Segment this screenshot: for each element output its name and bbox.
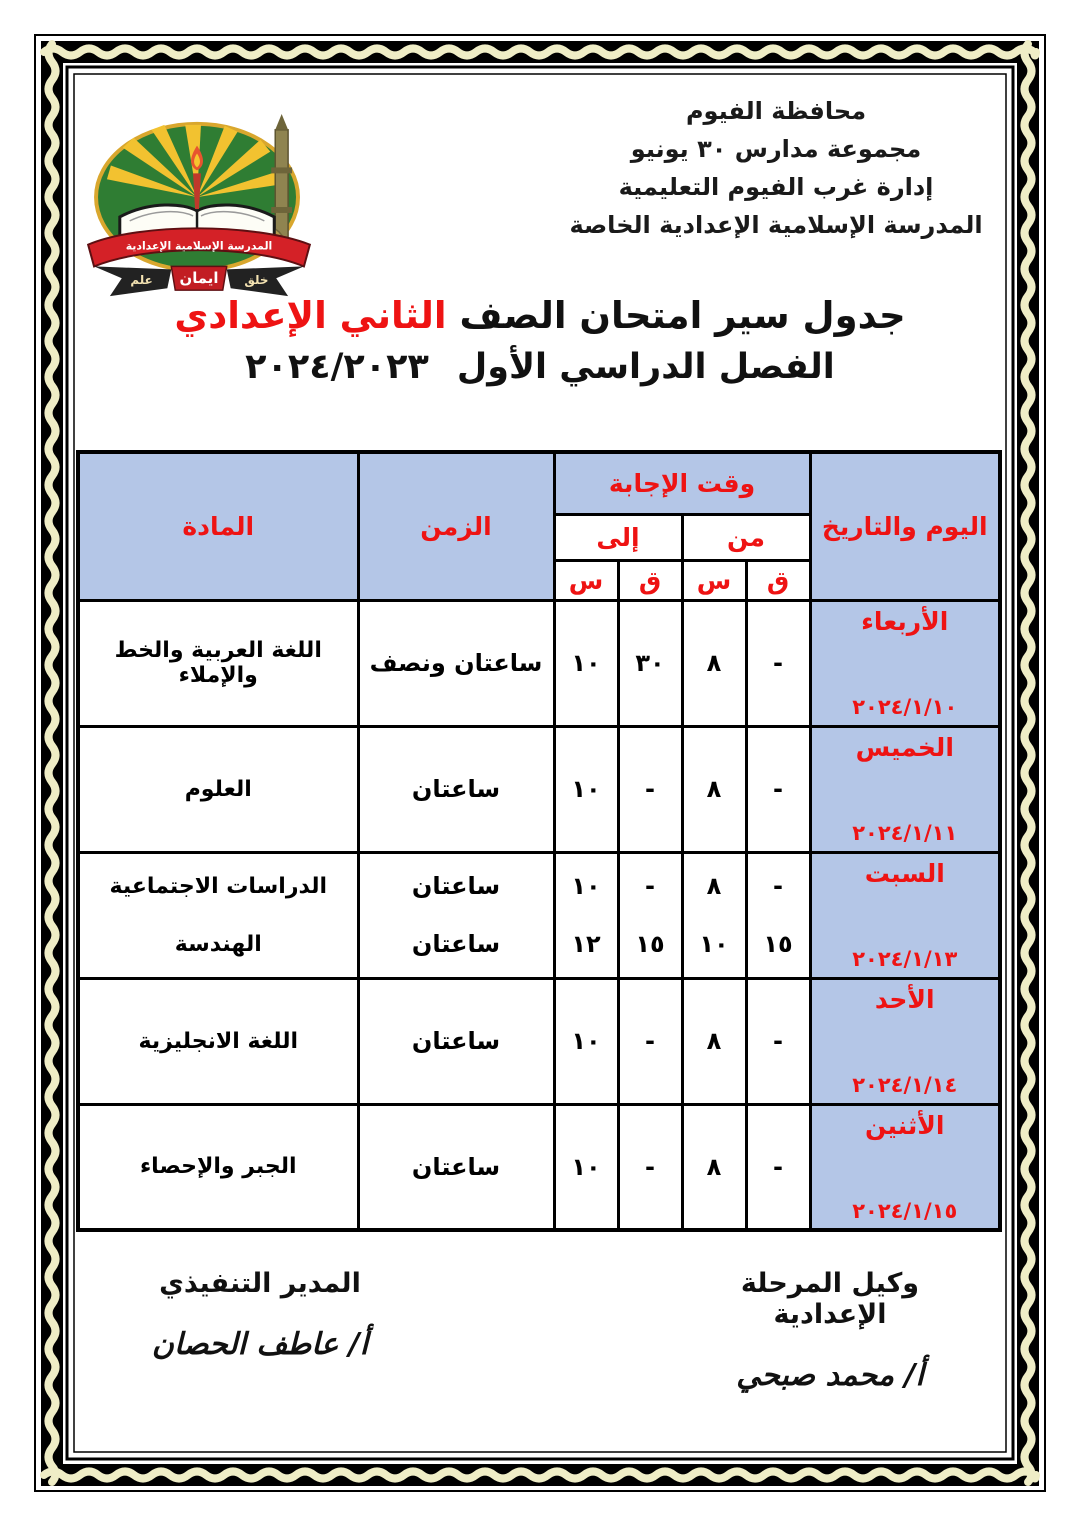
school-logo	[80, 110, 318, 308]
signature-executive-director	[110, 1268, 410, 1362]
schedule-row	[78, 726, 1000, 852]
duration-cell	[358, 600, 554, 726]
to-hours-cell	[554, 978, 618, 1104]
exam-date: ٢٠٢٤/١/١٣	[852, 947, 958, 971]
signature-left-name: أ/ عاطف الحصان	[151, 1327, 369, 1362]
signature-right-name: أ/ محمد صبحي	[736, 1358, 924, 1393]
to-minutes-cell	[618, 978, 682, 1104]
signature-right-title: وكيل المرحلة الإعدادية	[740, 1268, 920, 1330]
day-name: الأحد	[874, 985, 935, 1014]
title-semester: الفصل الدراسي الأول	[456, 347, 835, 387]
title-line-2	[0, 347, 1080, 387]
from-hours-cell	[682, 1104, 746, 1230]
day-name: الخميس	[855, 733, 954, 762]
exam-date: ٢٠٢٤/١/١١	[852, 821, 958, 845]
from-hours-cell-value: ٨	[706, 872, 722, 900]
duration-cell	[358, 852, 554, 978]
duration-cell	[358, 978, 554, 1104]
to-minutes-cell-value: -	[645, 775, 655, 803]
duration-cell-value: ساعتان	[411, 1152, 501, 1181]
logo-motto-right: خلق	[244, 273, 269, 288]
exam-date: ٢٠٢٤/١/١٥	[852, 1198, 958, 1223]
from-minutes-cell	[746, 852, 810, 978]
title-years: ٢٠٢٤/٢٠٢٣	[245, 347, 429, 387]
day-date-cell	[810, 978, 1000, 1104]
header-from-hours: س	[682, 560, 746, 600]
from-hours-cell-value: ٨	[706, 1152, 722, 1181]
to-hours-cell	[554, 726, 618, 852]
header-to: إلى	[554, 514, 682, 560]
day-name: السبت	[864, 859, 945, 888]
duration-cell-value: ساعتان ونصف	[369, 649, 543, 677]
from-hours-cell-value: ٨	[706, 649, 722, 677]
header-day-date: اليوم والتاريخ	[810, 452, 1000, 600]
duration-cell-value: ساعتان	[411, 872, 501, 900]
day-name: الأربعاء	[861, 607, 949, 636]
header-from: من	[682, 514, 810, 560]
from-hours-cell	[682, 852, 746, 978]
from-minutes-cell-value: -	[773, 872, 783, 900]
to-hours-cell-value: ١٠	[571, 872, 601, 900]
signature-vice-principal	[680, 1268, 980, 1393]
subject-cell-value: الجبر والإحصاء	[139, 1154, 297, 1180]
from-minutes-cell-value: -	[773, 1027, 783, 1055]
from-minutes-cell-value: ١٥	[763, 930, 793, 958]
from-hours-cell-value: ٨	[706, 775, 722, 803]
from-minutes-cell-value: -	[773, 775, 783, 803]
from-hours-cell	[682, 726, 746, 852]
from-minutes-cell	[746, 600, 810, 726]
org-line-schools-group: مجموعة مدارس ٣٠ يونيو	[630, 135, 922, 163]
from-minutes-cell	[746, 726, 810, 852]
to-hours-cell-value: ١٢	[571, 930, 601, 958]
exam-date: ٢٠٢٤/١/١٤	[852, 1073, 958, 1097]
schedule-row	[78, 600, 1000, 726]
day-date-cell	[810, 1104, 1000, 1230]
to-minutes-cell-value: -	[645, 1152, 655, 1181]
subject-cell	[78, 1104, 358, 1230]
duration-cell	[358, 1104, 554, 1230]
org-header	[538, 92, 1014, 244]
to-minutes-cell-value: -	[645, 1027, 655, 1055]
schedule-row	[78, 978, 1000, 1104]
subject-cell	[78, 852, 358, 978]
to-minutes-cell	[618, 1104, 682, 1230]
from-hours-cell-value: ١٠	[699, 930, 729, 958]
to-hours-cell	[554, 600, 618, 726]
from-minutes-cell-value: -	[773, 1152, 783, 1181]
subject-cell-value: الهندسة	[174, 931, 262, 957]
to-minutes-cell	[618, 600, 682, 726]
org-line-governorate: محافظة الفيوم	[685, 97, 867, 125]
header-to-minutes: ق	[618, 560, 682, 600]
from-hours-cell	[682, 978, 746, 1104]
org-line-school-name: المدرسة الإسلامية الإعدادية الخاصة	[569, 211, 983, 239]
subject-cell	[78, 978, 358, 1104]
from-minutes-cell	[746, 1104, 810, 1230]
subject-cell	[78, 726, 358, 852]
title-line-1	[0, 294, 1080, 337]
to-minutes-cell	[618, 852, 682, 978]
subject-cell-value: اللغة العربية والخط والإملاء	[114, 638, 322, 688]
duration-cell-value: ساعتان	[411, 775, 501, 803]
logo-motto-center: ايمان	[179, 269, 219, 288]
to-hours-cell-value: ١٠	[571, 775, 601, 803]
schedule-row	[78, 852, 1000, 978]
exam-date: ٢٠٢٤/١/١٠	[852, 695, 958, 719]
duration-cell	[358, 726, 554, 852]
logo-motto-left: علم	[130, 273, 153, 288]
to-minutes-cell-value: ١٥	[635, 930, 665, 958]
to-minutes-cell	[618, 726, 682, 852]
header-answer-time: وقت الإجابة	[554, 452, 810, 514]
subject-cell-value: العلوم	[184, 776, 252, 802]
day-name: الأثنين	[865, 1110, 945, 1140]
to-minutes-cell-value: ٣٠	[635, 649, 665, 677]
exam-schedule-table	[76, 450, 1002, 1232]
from-minutes-cell	[746, 978, 810, 1104]
header-to-hours: س	[554, 560, 618, 600]
logo-ribbon-text: المدرسة الإسلامية الإعدادية	[125, 239, 273, 253]
day-date-cell	[810, 600, 1000, 726]
subject-cell	[78, 600, 358, 726]
from-hours-cell	[682, 600, 746, 726]
from-hours-cell-value: ٨	[706, 1027, 722, 1055]
from-minutes-cell-value: -	[773, 649, 783, 677]
subject-cell-value: اللغة الانجليزية	[138, 1028, 298, 1054]
to-minutes-cell-value: -	[645, 872, 655, 900]
to-hours-cell	[554, 1104, 618, 1230]
duration-cell-value: ساعتان	[411, 1027, 501, 1055]
to-hours-cell-value: ١٠	[571, 1152, 601, 1181]
schedule-row	[78, 1104, 1000, 1230]
signature-left-title: المدير التنفيذي	[159, 1268, 361, 1299]
subject-cell-value: الدراسات الاجتماعية	[109, 873, 327, 899]
to-hours-cell	[554, 852, 618, 978]
to-hours-cell-value: ١٠	[571, 649, 601, 677]
header-subject: المادة	[78, 452, 358, 600]
duration-cell-value: ساعتان	[411, 930, 501, 958]
to-hours-cell-value: ١٠	[571, 1027, 601, 1055]
day-date-cell	[810, 852, 1000, 978]
day-date-cell	[810, 726, 1000, 852]
header-from-minutes: ق	[746, 560, 810, 600]
title-line1-black: جدول سير امتحان الصف	[459, 294, 906, 337]
org-line-administration: إدارة غرب الفيوم التعليمية	[618, 173, 934, 201]
title-line1-red: الثاني الإعدادي	[174, 294, 447, 337]
header-duration: الزمن	[358, 452, 554, 600]
document-title	[0, 294, 1080, 387]
